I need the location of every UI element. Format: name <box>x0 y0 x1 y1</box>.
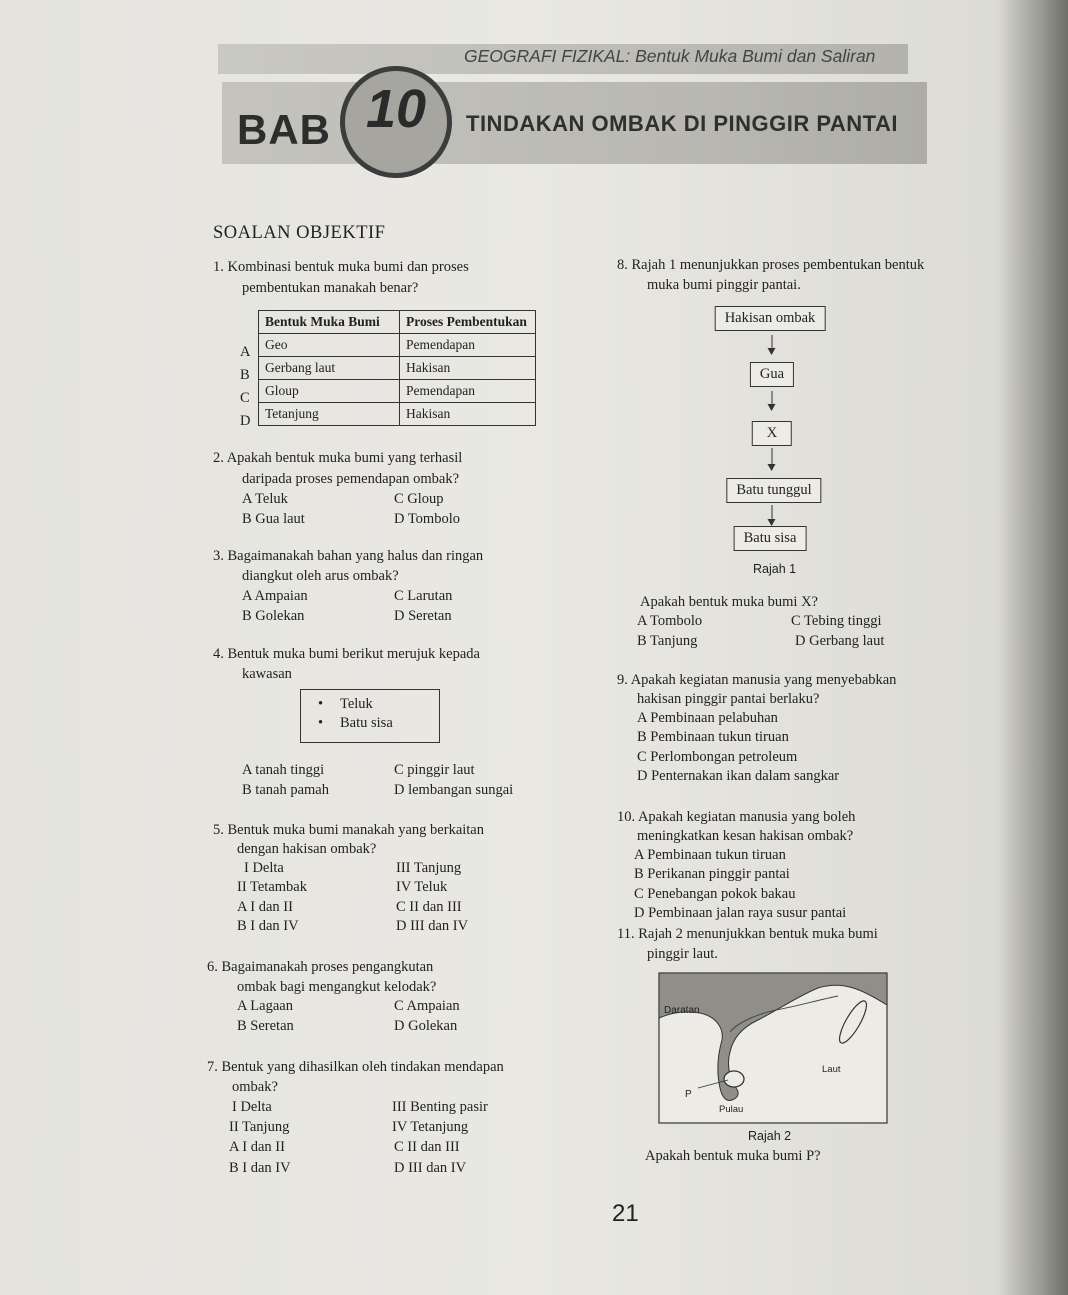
q3-option-c[interactable]: C Larutan <box>394 588 453 604</box>
q4-box-item1: Teluk <box>340 696 373 712</box>
q8-option-c[interactable]: C Tebing tinggi <box>791 613 882 629</box>
q1-process: Pemendapan <box>400 334 536 357</box>
q1-landform: Gloup <box>259 380 400 403</box>
q5-stem-line1: 5. Bentuk muka bumi manakah yang berkaitan <box>213 822 484 838</box>
q5-option-a[interactable]: A I dan II <box>237 899 293 915</box>
q1-landform: Tetanjung <box>259 403 400 426</box>
table-row <box>259 403 536 426</box>
q10-stem-line1: 10. Apakah kegiatan manusia yang boleh <box>617 809 856 825</box>
q11-stem-line1: 11. Rajah 2 menunjukkan bentuk muka bumi <box>617 926 878 942</box>
q1-table <box>258 310 536 426</box>
q4-stem-line2: kawasan <box>242 666 292 682</box>
q6-stem-line1: 6. Bagaimanakah proses pengangkutan <box>207 959 434 975</box>
q5-item-ii: II Tetambak <box>237 879 307 895</box>
q11-question: Apakah bentuk muka bumi P? <box>645 1148 821 1164</box>
q1-col-process: Proses Pembentukan <box>400 311 536 334</box>
flow-step-x: X <box>752 421 792 446</box>
q1-letter-a: A <box>240 344 251 360</box>
q2-option-a[interactable]: A Teluk <box>242 491 288 507</box>
q1-landform: Gerbang laut <box>259 357 400 380</box>
q1-stem-line1: 1. Kombinasi bentuk muka bumi dan proses <box>213 259 469 275</box>
q7-option-a[interactable]: A I dan II <box>229 1139 285 1155</box>
q10-stem-line2: meningkatkan kesan hakisan ombak? <box>637 828 854 844</box>
q2-option-d[interactable]: D Tombolo <box>394 511 460 527</box>
rajah1-caption: Rajah 1 <box>753 562 797 576</box>
arrow-down-icon <box>772 335 773 354</box>
q8-option-b[interactable]: B Tanjung <box>637 633 698 649</box>
q6-option-d[interactable]: D Golekan <box>394 1018 458 1034</box>
table-row <box>259 357 536 380</box>
q2-option-b[interactable]: B Gua laut <box>242 511 305 527</box>
q9-option-c[interactable]: C Perlombongan petroleum <box>637 749 798 765</box>
q7-option-c[interactable]: C II dan III <box>394 1139 460 1155</box>
q3-option-b[interactable]: B Golekan <box>242 608 305 624</box>
q8-option-a[interactable]: A Tombolo <box>637 613 703 629</box>
q7-item-iii: III Benting pasir <box>392 1099 488 1115</box>
q10-option-d[interactable]: D Pembinaan jalan raya susur pantai <box>634 905 847 921</box>
q5-item-i: I Delta <box>244 860 284 876</box>
q1-col-landform: Bentuk Muka Bumi <box>259 311 400 334</box>
flow-step-gua: Gua <box>750 362 794 387</box>
flow-step-batu-sisa: Batu sisa <box>734 526 807 551</box>
map-label-daratan: Daratan <box>664 1005 700 1016</box>
q4-option-a[interactable]: A tanah tinggi <box>242 762 325 778</box>
q9-option-b[interactable]: B Pembinaan tukun tiruan <box>637 729 789 745</box>
map-label-laut: Laut <box>822 1064 841 1075</box>
q10-option-a[interactable]: A Pembinaan tukun tiruan <box>634 847 786 863</box>
arrow-down-icon <box>772 448 773 470</box>
chapter-number: 10 <box>365 79 427 139</box>
chapter-title: TINDAKAN OMBAK DI PINGGIR PANTAI <box>466 111 898 136</box>
q5-option-c[interactable]: C II dan III <box>396 899 462 915</box>
q2-stem-line2: daripada proses pemendapan ombak? <box>242 471 460 487</box>
q1-landform: Geo <box>259 334 400 357</box>
q4-stem-line1: 4. Bentuk muka bumi berikut merujuk kepada <box>213 646 480 662</box>
q7-stem-line1: 7. Bentuk yang dihasilkan oleh tindakan mendapan <box>207 1059 504 1075</box>
map-label-p: P <box>685 1089 692 1100</box>
table-row <box>259 380 536 403</box>
island-shape <box>724 1071 744 1087</box>
q2-stem-line1: 2. Apakah bentuk muka bumi yang terhasil <box>213 450 463 466</box>
q4-option-c[interactable]: C pinggir laut <box>394 762 475 778</box>
q5-item-iv: IV Teluk <box>396 879 448 895</box>
q4-option-d[interactable]: D lembangan sungai <box>394 782 514 798</box>
q1-letter-b: B <box>240 367 250 383</box>
q6-stem-line2: ombak bagi mengangkut kelodak? <box>237 979 437 995</box>
q6-option-c[interactable]: C Ampaian <box>394 998 460 1014</box>
q7-option-b[interactable]: B I dan IV <box>229 1160 291 1176</box>
q5-stem-line2: dengan hakisan ombak? <box>237 841 377 857</box>
q3-option-a[interactable]: A Ampaian <box>242 588 308 604</box>
rajah2-map <box>658 970 888 1126</box>
page-edge-shadow <box>998 0 1068 1295</box>
q7-item-iv: IV Tetanjung <box>392 1119 469 1135</box>
q3-stem-line1: 3. Bagaimanakah bahan yang halus dan ringan <box>213 548 484 564</box>
q1-process: Hakisan <box>400 357 536 380</box>
q4-box-item2: Batu sisa <box>340 715 393 731</box>
q3-option-d[interactable]: D Seretan <box>394 608 452 624</box>
table-row <box>259 334 536 357</box>
q1-stem-line2: pembentukan manakah benar? <box>242 280 419 296</box>
q8-option-d[interactable]: D Gerbang laut <box>795 633 885 649</box>
flow-step-batu-tunggul: Batu tunggul <box>726 478 821 503</box>
q10-option-c[interactable]: C Penebangan pokok bakau <box>634 886 796 902</box>
q9-stem-line1: 9. Apakah kegiatan manusia yang menyebabkan <box>617 672 897 688</box>
q1-process: Pemendapan <box>400 380 536 403</box>
page-number: 21 <box>612 1200 639 1227</box>
q10-option-b[interactable]: B Perikanan pinggir pantai <box>634 866 790 882</box>
q6-option-b[interactable]: B Seretan <box>237 1018 294 1034</box>
q6-option-a[interactable]: A Lagaan <box>237 998 293 1014</box>
q7-stem-line2: ombak? <box>232 1079 278 1095</box>
q8-stem-line2: muka bumi pinggir pantai. <box>647 277 801 293</box>
q11-stem-line2: pinggir laut. <box>647 946 718 962</box>
q1-process: Hakisan <box>400 403 536 426</box>
header-subtitle: GEOGRAFI FIZIKAL: Bentuk Muka Bumi dan Saliran <box>464 46 876 66</box>
q3-stem-line2: diangkut oleh arus ombak? <box>242 568 399 584</box>
q4-option-b[interactable]: B tanah pamah <box>242 782 329 798</box>
q9-option-d[interactable]: D Penternakan ikan dalam sangkar <box>637 768 840 784</box>
q7-option-d[interactable]: D III dan IV <box>394 1160 467 1176</box>
q8-stem-line1: 8. Rajah 1 menunjukkan proses pembentukan bentuk <box>617 257 925 273</box>
q7-item-i: I Delta <box>232 1099 272 1115</box>
q1-letter-d: D <box>240 413 251 429</box>
q1-letter-c: C <box>240 390 250 406</box>
flow-step-hakisan-ombak: Hakisan ombak <box>715 306 826 331</box>
q5-option-d[interactable]: D III dan IV <box>396 918 469 934</box>
q9-option-a[interactable]: A Pembinaan pelabuhan <box>637 710 778 726</box>
q5-item-iii: III Tanjung <box>396 860 462 876</box>
arrow-down-icon <box>772 391 773 410</box>
q7-item-ii: II Tanjung <box>229 1119 290 1135</box>
q8-question: Apakah bentuk muka bumi X? <box>640 594 818 610</box>
bab-label: BAB <box>237 106 331 153</box>
map-label-pulau: Pulau <box>719 1104 744 1115</box>
section-title: SOALAN OBJEKTIF <box>213 223 386 243</box>
bullet-icon: • <box>318 696 324 712</box>
bullet-icon: • <box>318 715 324 731</box>
arrow-down-icon <box>772 505 773 525</box>
q9-stem-line2: hakisan pinggir pantai berlaku? <box>637 691 820 707</box>
q5-option-b[interactable]: B I dan IV <box>237 918 299 934</box>
rajah2-caption: Rajah 2 <box>748 1129 792 1143</box>
q2-option-c[interactable]: C Gloup <box>394 491 444 507</box>
